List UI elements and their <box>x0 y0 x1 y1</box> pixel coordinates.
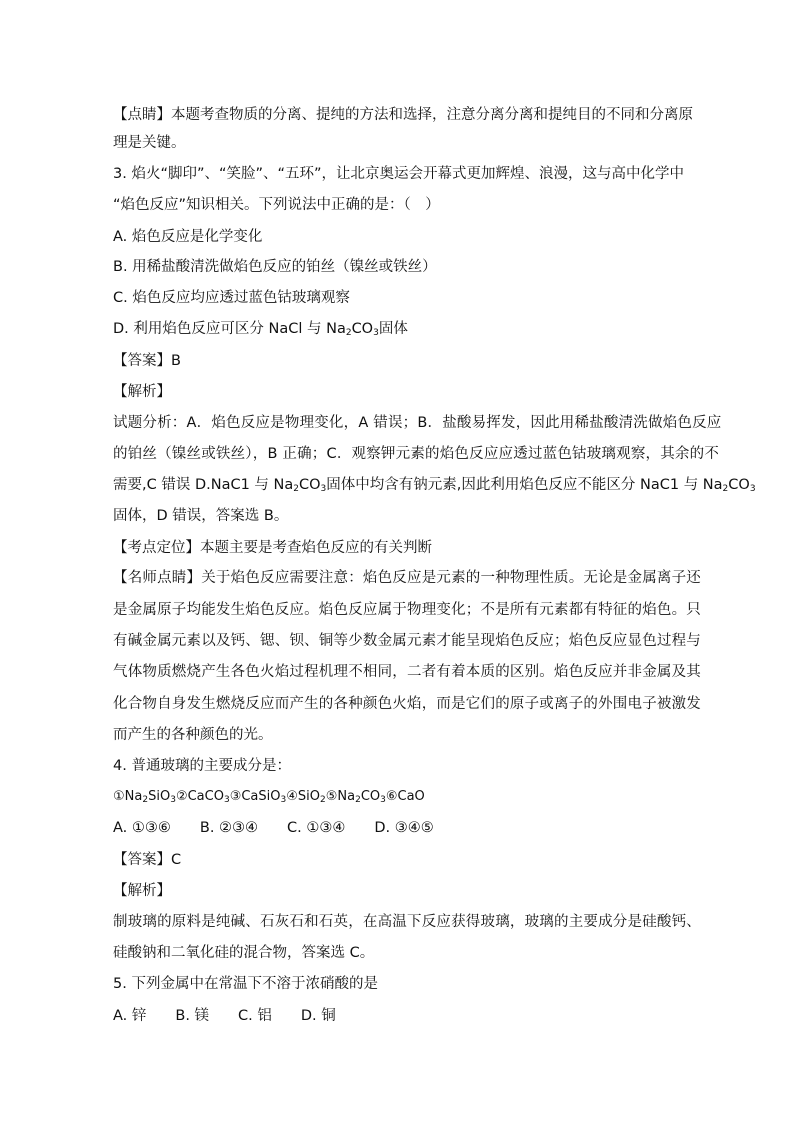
subscript: 3 <box>380 795 386 805</box>
q4-options: A. ①③⑥ B. ②③④ C. ①③④ D. ③④⑤ <box>113 820 434 836</box>
q3-analysis-label: 【解析】 <box>113 384 171 400</box>
subscript: 3 <box>280 795 287 805</box>
q3-option-d <box>113 319 693 339</box>
subscript: 2 <box>293 484 299 494</box>
q2-tip-line-1: 【点睛】本题考查物质的分离、提纯的方法和选择，注意分离分离和提纯目的不同和分离原 <box>113 107 693 123</box>
q4-answer: 【答案】C <box>113 852 182 868</box>
formula-part: CO <box>351 321 374 337</box>
analysis-text: 需要,C 错误 D.NaC1 与 Na <box>113 477 294 493</box>
formula-part: CO <box>728 477 750 493</box>
q3-option-b: B. 用稀盐酸清洗做焰色反应的铂丝（镍丝或铁丝） <box>113 259 437 275</box>
subscript: 3 <box>749 484 756 494</box>
q4-stem: 4. 普通玻璃的主要成分是： <box>113 758 291 774</box>
q3-stem-line-2: “焰色反应”知识相关。下列说法中正确的是：（ ） <box>113 197 440 213</box>
q3-option-d-suffix: 固体 <box>378 321 408 337</box>
q3-mingshi-line-4: 气体物质燃烧产生各色火焰过程机理不相同，二者有着本质的区别。焰色反应并非金属及其 <box>113 664 701 680</box>
q3-mingshi-line-5: 化合物自身发生燃烧反应而产生的各种颜色火焰，而是它们的原子或离子的外围电子被激发 <box>113 696 701 712</box>
formula-part: CO <box>360 789 381 804</box>
q5-stem: 5. 下列金属中在常温下不溶于浓硝酸的是 <box>113 976 378 992</box>
analysis-text: 固体中均含有钠元素,因此利用焰色反应不能区分 NaC1 与 Na <box>326 477 723 493</box>
q4-item-3: ③CaSiO <box>229 789 281 804</box>
q3-mingshi-line-6: 而产生的各种颜色的光。 <box>113 727 273 743</box>
q3-option-c: C. 焰色反应均应透过蓝色钴玻璃观察 <box>113 290 350 306</box>
q4-items <box>113 787 693 807</box>
subscript: 2 <box>319 795 326 805</box>
subscript: 3 <box>320 484 327 494</box>
q3-analysis-line-4: 固体，D 错误，答案选 B。 <box>113 508 289 524</box>
q4-analysis-line-2: 硅酸钠和二氧化硅的混合物，答案选 C。 <box>113 945 375 961</box>
subscript: 2 <box>142 795 149 805</box>
q4-item-6: ⑥CaO <box>385 789 425 804</box>
q3-stem-line-1: 3. 焰火“脚印”、“笑脸”、“五环”，让北京奥运会开幕式更加辉煌、浪漫，这与高中化学中 <box>113 166 685 182</box>
subscript: 2 <box>345 328 352 338</box>
q4-item-1: ①Na <box>113 789 143 804</box>
subscript: 3 <box>223 795 230 805</box>
q3-option-d-text: D. 利用焰色反应可区分 NaCl 与 Na <box>113 321 346 337</box>
q4-analysis-label: 【解析】 <box>113 883 171 899</box>
q3-analysis-line-3 <box>113 475 756 495</box>
q3-answer: 【答案】B <box>113 353 181 369</box>
formula-part: SiO <box>148 789 171 804</box>
q4-analysis-line-1: 制玻璃的原料是纯碱、石灰石和石英，在高温下反应获得玻璃，玻璃的主要成分是硅酸钙、 <box>113 914 701 930</box>
q4-item-2: ②CaCO <box>175 789 224 804</box>
q4-item-5: ⑤Na <box>325 789 356 804</box>
subscript: 2 <box>722 484 729 494</box>
subscript: 3 <box>170 795 176 805</box>
q3-analysis-line-1: 试题分析：A．焰色反应是物理变化，A 错误；B．盐酸易挥发，因此用稀盐酸清洗做焰色反应 <box>113 415 722 431</box>
q3-analysis-line-2: 的铂丝（镍丝或铁丝），B 正确；C．观察钾元素的焰色反应应透过蓝色钴玻璃观察，其余的不 <box>113 446 720 462</box>
subscript: 3 <box>373 328 379 338</box>
q4-item-4: ④SiO <box>286 789 320 804</box>
q3-mingshi-line-1: 【名师点睛】关于焰色反应需要注意：焰色反应是元素的一种物理性质。无论是金属离子还 <box>113 570 701 586</box>
q3-option-a: A. 焰色反应是化学变化 <box>113 229 263 245</box>
subscript: 2 <box>355 795 361 805</box>
q3-mingshi-line-3: 有碱金属元素以及钙、锶、钡、铜等少数金属元素才能呈现焰色反应；焰色反应显色过程与 <box>113 633 701 649</box>
q3-kaodian: 【考点定位】本题主要是考查焰色反应的有关判断 <box>113 540 432 556</box>
q5-options: A. 锌 B. 镁 C. 铝 D. 铜 <box>113 1008 336 1024</box>
formula-part: CO <box>299 477 321 493</box>
q3-mingshi-line-2: 是金属原子均能发生焰色反应。焰色反应属于物理变化；不是所有元素都有特征的焰色。只 <box>113 602 701 618</box>
q2-tip-line-2: 理是关键。 <box>113 135 186 151</box>
